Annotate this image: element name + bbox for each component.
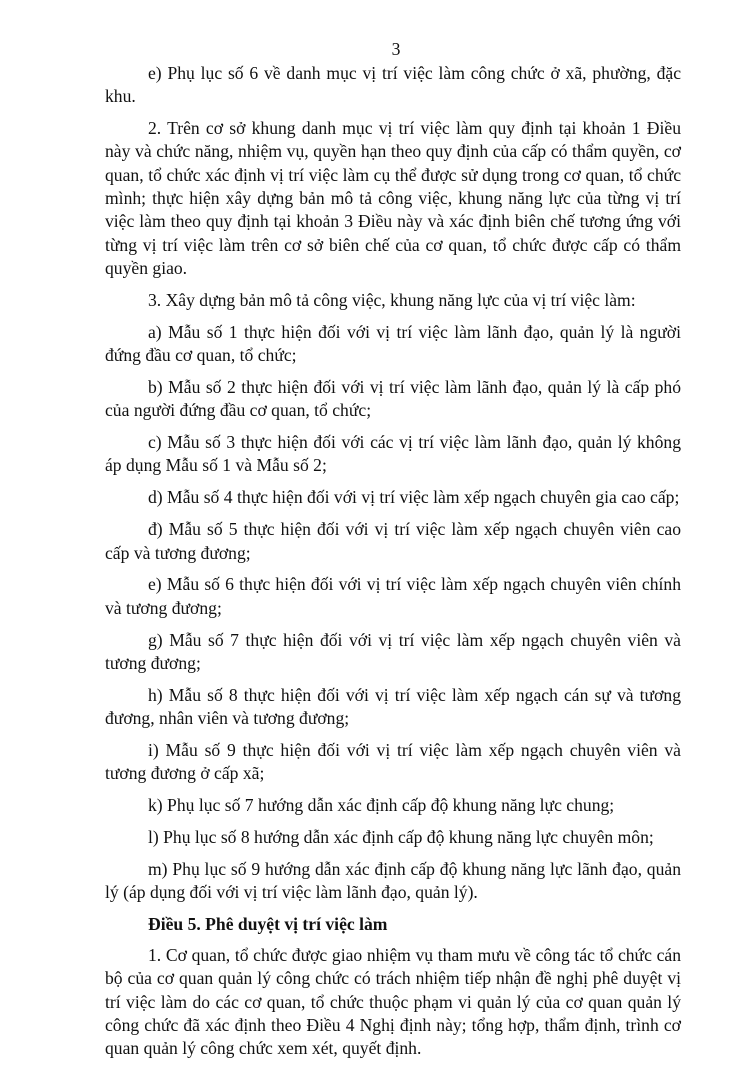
paragraph-item-k: k) Phụ lục số 7 hướng dẫn xác định cấp độ khung năng lực chung; <box>148 795 615 816</box>
paragraph-item-e: e) Mẫu số 6 thực hiện đối với vị trí việc làm xếp ngạch chuyên viên chính và tương đương; <box>105 574 681 618</box>
paragraph-item-i: i) Mẫu số 9 thực hiện đối với vị trí việc làm xếp ngạch chuyên viên và tương đương ở cấp xã; <box>105 739 681 784</box>
paragraph-item-c: c) Mẫu số 3 thực hiện đối với các vị trí việc làm lãnh đạo, quản lý không áp dụng Mẫu số 1 và Mẫu số 2; <box>105 432 681 476</box>
paragraph-clause-2: 2. Trên cơ sở khung danh mục vị trí việc làm quy định tại khoản 1 Điều này và chức năng, nhiệm vụ, quyền hạn theo quy định của cấp có thẩm quyền, cơ quan, tổ chức xác định vị trí việc làm cụ thể được sử dụng trong cơ quan, tổ chức mình; thực hiện xây dựng bản mô tả công việc, khung năng lực của từng vị trí việc làm theo quy định tại khoản 3 Điều này và xác định biên chế tương ứng với từng vị trí việc làm trên cơ sở biên chế của cơ quan, tổ chức được cấp có thẩm quyền giao. <box>105 118 681 278</box>
paragraph-item-b: b) Mẫu số 2 thực hiện đối với vị trí việc làm lãnh đạo, quản lý là cấp phó của người đứng đầu cơ quan, tổ chức; <box>105 376 681 421</box>
paragraph-item-d: d) Mẫu số 4 thực hiện đối với vị trí việc làm xếp ngạch chuyên gia cao cấp; <box>148 487 680 508</box>
paragraph-item-a: a) Mẫu số 1 thực hiện đối với vị trí việc làm lãnh đạo, quản lý là người đứng đầu cơ quan, tổ chức; <box>105 321 681 366</box>
paragraph-item-dd: đ) Mẫu số 5 thực hiện đối với vị trí việc làm xếp ngạch chuyên viên cao cấp và tương đương; <box>105 519 681 563</box>
paragraph-clause-3: 3. Xây dựng bản mô tả công việc, khung năng lực của vị trí việc làm: <box>148 289 636 310</box>
paragraph-item-m: m) Phụ lục số 9 hướng dẫn xác định cấp độ khung năng lực lãnh đạo, quản lý (áp dụng đối với vị trí việc làm lãnh đạo, quản lý). <box>105 858 681 903</box>
page-number: 3 <box>391 39 401 59</box>
paragraph-item-g: g) Mẫu số 7 thực hiện đối với vị trí việc làm xếp ngạch chuyên viên và tương đương; <box>105 629 681 673</box>
paragraph-e-annex-6: e) Phụ lục số 6 về danh mục vị trí việc làm công chức ở xã, phường, đặc khu. <box>105 63 681 107</box>
article-5-clause-1: 1. Cơ quan, tổ chức được giao nhiệm vụ tham mưu về công tác tổ chức cán bộ của cơ quan quản lý công chức có trách nhiệm tiếp nhận đề nghị phê duyệt vị trí việc làm do các cơ quan, tổ chức thuộc phạm vi quản lý của cơ quan quản lý công chức đã xác định theo Điều 4 Nghị định này; tổng hợp, thẩm định, trình cơ quan quản lý công chức xem xét, quyết định. <box>105 945 681 1059</box>
article-heading: Điều 5. Phê duyệt vị trí việc làm <box>148 914 388 935</box>
paragraph-item-l: l) Phụ lục số 8 hướng dẫn xác định cấp độ khung năng lực chuyên môn; <box>148 827 654 848</box>
paragraph-item-h: h) Mẫu số 8 thực hiện đối với vị trí việc làm xếp ngạch cán sự và tương đương, nhân viên và tương đương; <box>105 684 681 729</box>
document-page <box>105 38 681 1069</box>
